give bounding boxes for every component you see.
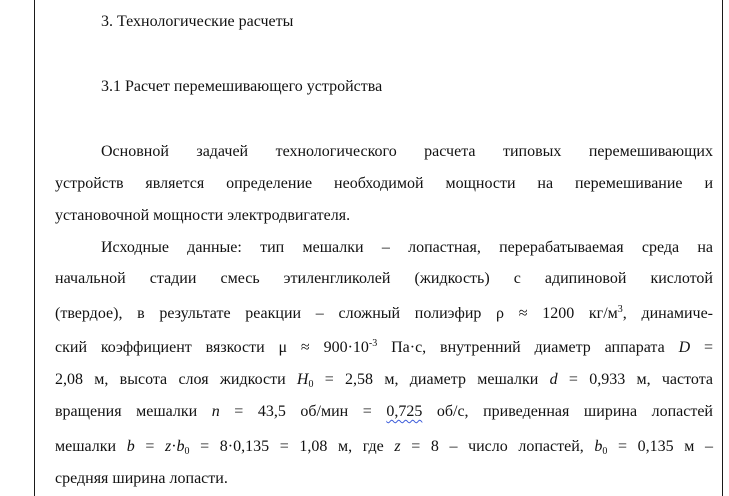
paragraph2-line5: 2,08 м, высота слоя жидкости $H_0 = 2,58$ м, диаметр мешалки d = 0,933 м, частота (55, 371, 713, 390)
paragraph2-line7: мешалки $b = z\cdot b_0 = 8\cdot 0,135 = 1,08$ м, где z = 8 – число лопастей, $b_0 = 0,135$ м – (55, 438, 714, 457)
paragraph2-line8: средняя ширина лопасти. (55, 470, 228, 487)
paragraph1-line2: устройств является определение необходимой мощности на перемешивание и (55, 175, 713, 192)
subsection-heading: 3.1 Расчет перемешивающего устройства (101, 78, 383, 95)
section-heading: 3. Технологические расчеты (101, 13, 294, 30)
paragraph2-line2: начальной стадии смесь этиленгликолей (жидкость) с адипиновой кислотой (55, 270, 713, 287)
paragraph2-line1: Исходные данные: тип мешалки – лопастная, перерабатываемая среда на (101, 239, 713, 256)
spellcheck-underline[interactable]: 0,725 (386, 403, 423, 420)
paragraph2-line3: (твердое), в результате реакции – сложный полиэфир ρ ≈ 1200 $кг/м^3$, динамиче- (55, 304, 713, 322)
paragraph2-line4: ский коэффициент вязкости $\mu \approx 900\cdot 10^{-3}$ Па·с, внутренний диаметр аппарата D = (55, 338, 713, 356)
paragraph1-line3: установочной мощности электродвигателя. (55, 207, 351, 224)
paragraph2-line6: вращения мешалки n = 43,5 об/мин = 0,725 об/с, приведенная ширина лопастей (55, 403, 713, 420)
paragraph1-line1: Основной задачей технологического расчета типовых перемешивающих (101, 143, 713, 160)
